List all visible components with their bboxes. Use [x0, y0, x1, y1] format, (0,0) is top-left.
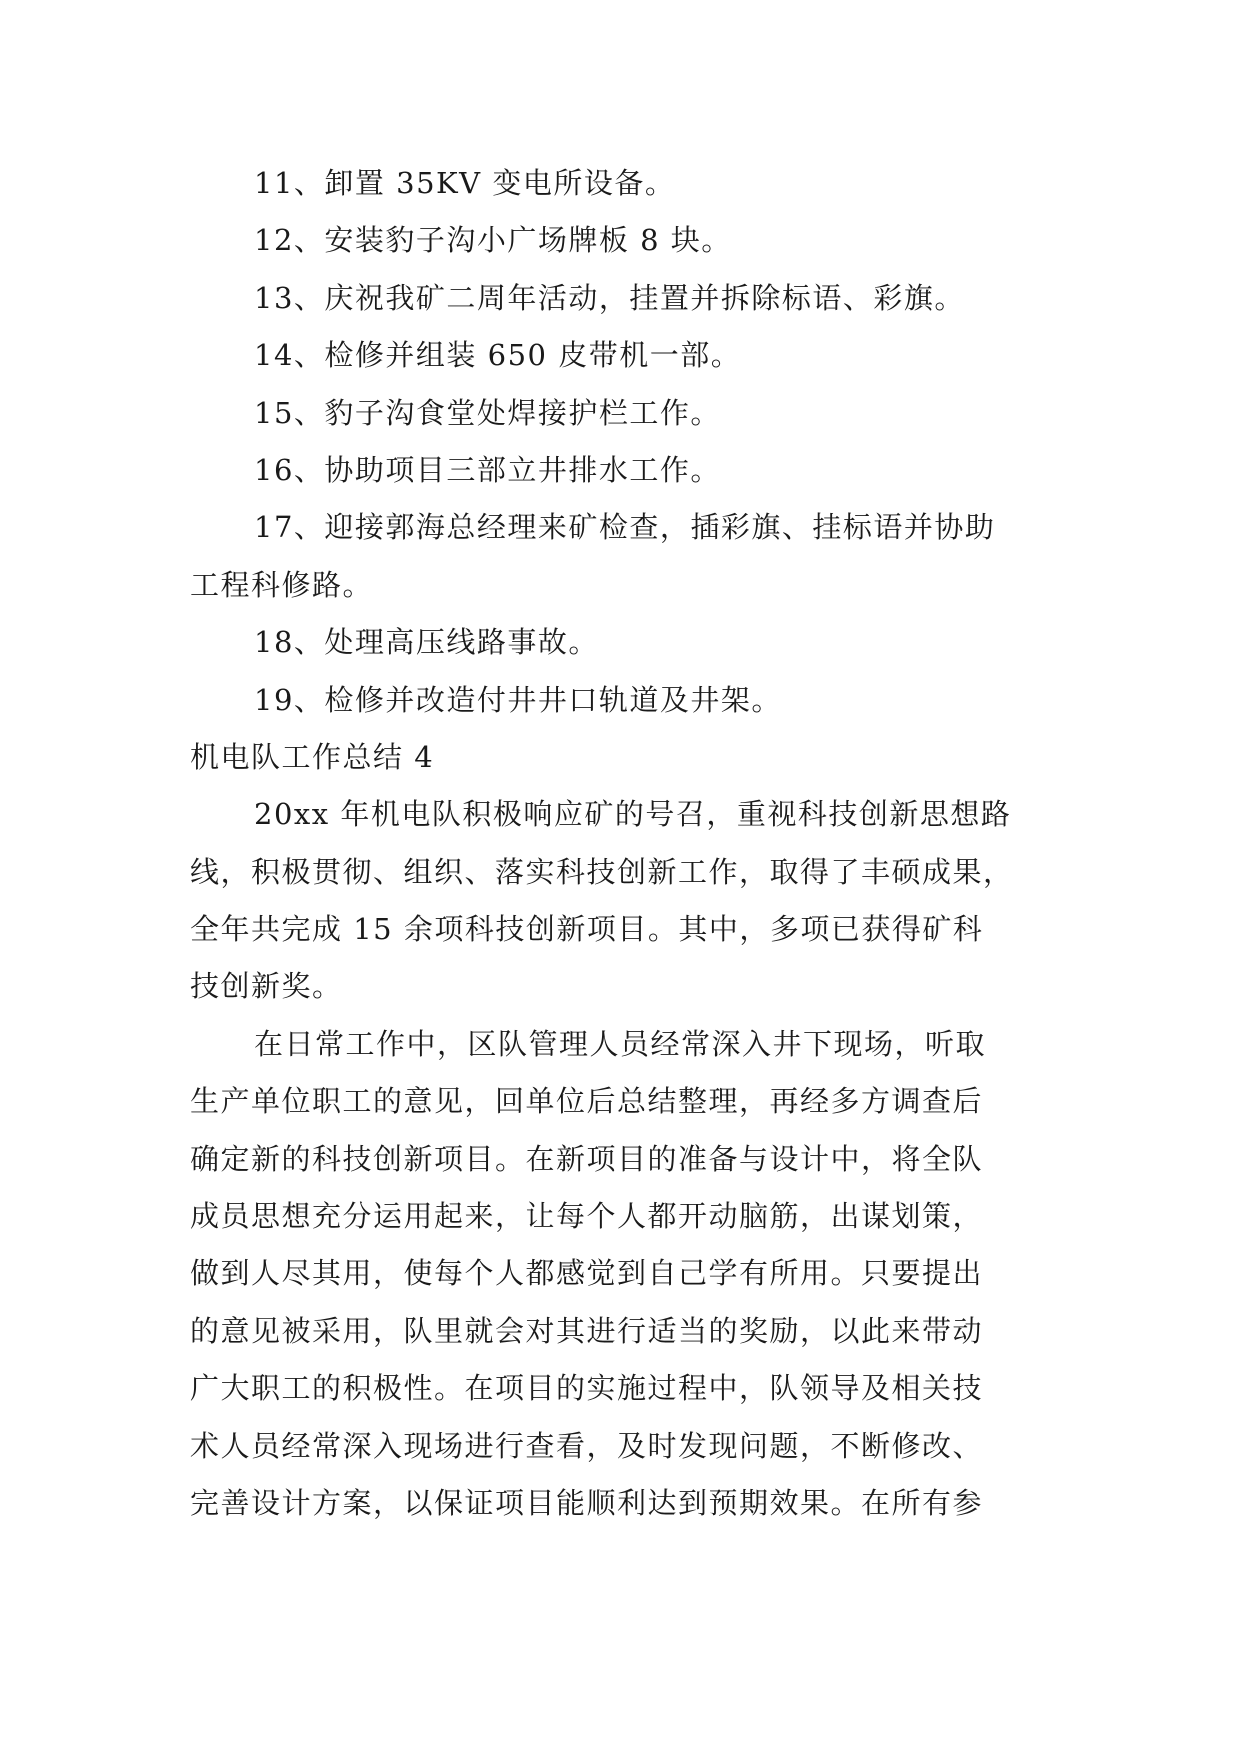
- paragraph-2-line: 术人员经常深入现场进行查看，及时发现问题，不断修改、: [190, 1428, 984, 1463]
- document-body: [190, 155, 1050, 1532]
- list-item: 16、协助项目三部立井排水工作。: [254, 452, 721, 487]
- paragraph-2-line: 成员思想充分运用起来，让每个人都开动脑筋，出谋划策，: [190, 1199, 984, 1234]
- paragraph-2-line: 做到人尽其用，使每个人都感觉到自己学有所用。只要提出: [190, 1256, 984, 1291]
- paragraph-1-line: 全年共完成 15 余项科技创新项目。其中，多项已获得矿科: [190, 912, 984, 947]
- paragraph-2-line: 广大职工的积极性。在项目的实施过程中，队领导及相关技: [190, 1371, 984, 1406]
- list-item: 14、检修并组装 650 皮带机一部。: [254, 338, 742, 373]
- section-heading: 机电队工作总结 4: [190, 739, 435, 774]
- paragraph-2-line: 完善设计方案，以保证项目能顺利达到预期效果。在所有参: [190, 1485, 984, 1520]
- paragraph-1-line: 线，积极贯彻、组织、落实科技创新工作，取得了丰硕成果，: [190, 854, 1014, 889]
- list-item: 11、卸置 35KV 变电所设备。: [254, 166, 676, 200]
- paragraph-2-line: 在日常工作中，区队管理人员经常深入井下现场，听取: [254, 1026, 987, 1061]
- paragraph-1-line: 技创新奖。: [190, 969, 343, 1004]
- list-item: 18、处理高压线路事故。: [254, 625, 599, 660]
- list-item-17-line-1: 17、迎接郭海总经理来矿检查，插彩旗、挂标语并协助: [254, 510, 996, 545]
- list-item-17-line-2: 工程科修路。: [190, 567, 374, 602]
- list-item: 12、安装豹子沟小广场牌板 8 块。: [254, 223, 732, 258]
- paragraph-2-line: 的意见被采用，队里就会对其进行适当的奖励，以此来带动: [190, 1313, 984, 1348]
- paragraph-2-line: 生产单位职工的意见，回单位后总结整理，再经多方调查后: [190, 1084, 984, 1119]
- list-item: 13、庆祝我矿二周年活动，挂置并拆除标语、彩旗。: [254, 280, 965, 315]
- list-item: 15、豹子沟食堂处焊接护栏工作。: [254, 395, 721, 430]
- paragraph-2-line: 确定新的科技创新项目。在新项目的准备与设计中，将全队: [190, 1141, 984, 1176]
- paragraph-1-line: 20xx 年机电队积极响应矿的号召，重视科技创新思想路: [254, 797, 1012, 832]
- list-item: 19、检修并改造付井井口轨道及井架。: [254, 682, 782, 717]
